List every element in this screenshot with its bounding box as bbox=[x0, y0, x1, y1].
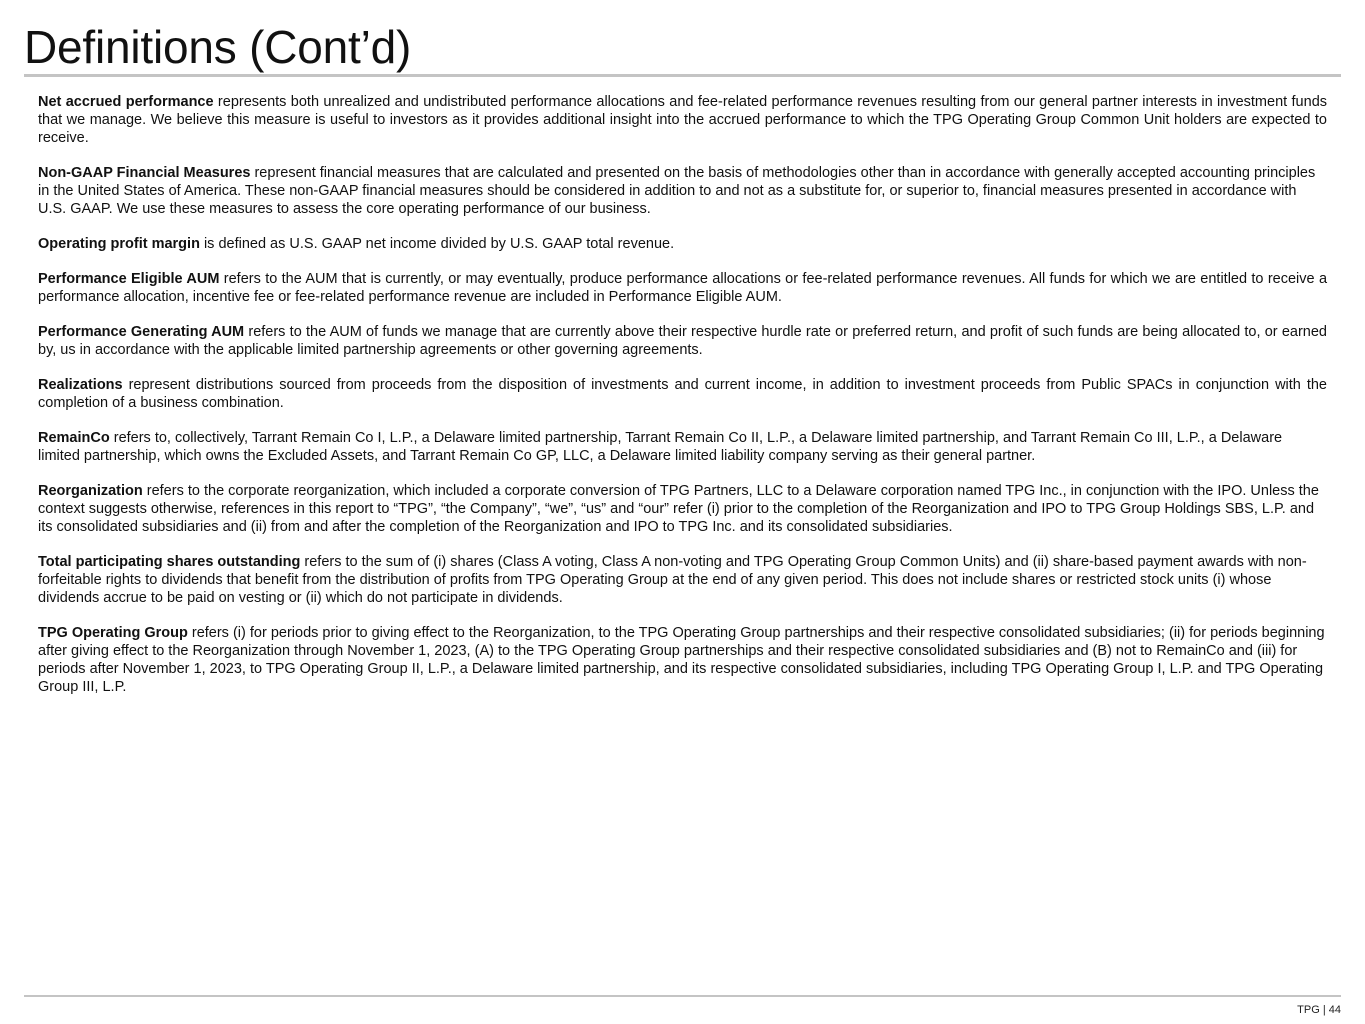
definition-item bbox=[38, 482, 1327, 536]
definition-text: refers to the AUM that is currently, or may eventually, produce performance allocations or fee-related performance revenues. All funds for which we are entitled to receive a performance allocation, incentive fee or fee-related performance revenue are included in Performance Eligible AUM. bbox=[38, 271, 1328, 305]
definition-item bbox=[38, 624, 1327, 696]
definition-term: Operating profit margin bbox=[38, 236, 200, 252]
definition-item bbox=[38, 376, 1327, 412]
definition-term: Total participating shares outstanding bbox=[38, 554, 301, 570]
definition-text: refers to the AUM of funds we manage that are currently above their respective hurdle rate or preferred return, and profit of such funds are being allocated to, or earned by, us in accordance with the applicable limited partnership agreements or other governing agreements. bbox=[38, 324, 1327, 358]
definition-term: Reorganization bbox=[38, 483, 143, 499]
definition-item bbox=[38, 270, 1327, 306]
footer-divider bbox=[24, 995, 1341, 997]
definition-term: Realizations bbox=[38, 377, 123, 393]
definition-text: refers (i) for periods prior to giving effect to the Reorganization, to the TPG Operating Group partnerships and their respective consolidated subsidiaries; (ii) for periods beginning after giving effect to the Reorganization through November 1, 2023, (A) to the TPG Operating Group partnerships and their respective consolidated subsidiaries and (B) not to RemainCo and (iii) for periods after November 1, 2023, to TPG Operating Group II, L.P., a Delaware limited partnership, and its respective consolidated subsidiaries, including TPG Operating Group I, L.P. and TPG Operating Group III, L.P. bbox=[38, 625, 1325, 695]
definition-term: Performance Generating AUM bbox=[38, 324, 245, 340]
definition-item bbox=[38, 553, 1327, 607]
title-divider bbox=[24, 74, 1341, 77]
definitions-list bbox=[38, 93, 1327, 713]
definition-item bbox=[38, 323, 1327, 359]
definition-item bbox=[38, 164, 1327, 218]
definition-text: represents both unrealized and undistributed performance allocations and fee-related performance revenues resulting from our general partner interests in investment funds that we manage. We believe this measure is useful to investors as it provides additional insight into the accrued performance to which the TPG Operating Group Common Unit holders are expected to receive. bbox=[38, 94, 1328, 146]
page-number: TPG | 44 bbox=[1297, 1004, 1341, 1016]
definition-term: Performance Eligible AUM bbox=[38, 271, 220, 287]
definition-text: represent financial measures that are calculated and presented on the basis of methodologies other than in accordance with generally accepted accounting principles in the United States of America. These non-GAAP financial measures should be considered in addition to and not as a substitute for, or superior to, financial measures presented in accordance with U.S. GAAP. We use these measures to assess the core operating performance of our business. bbox=[38, 165, 1316, 217]
definition-text: is defined as U.S. GAAP net income divided by U.S. GAAP total revenue. bbox=[199, 236, 675, 252]
definition-term: Net accrued performance bbox=[38, 94, 214, 110]
definition-text: refers to the corporate reorganization, which included a corporate conversion of TPG Partners, LLC to a Delaware corporation named TPG Inc., in conjunction with the IPO. Unless the context suggests otherwise, references in this report to “TPG”, “the Company”, “we”, “us” and “our” refer (i) prior to the completion of the Reorganization and IPO to TPG Group Holdings SBS, L.P. and its consolidated subsidiaries and (ii) from and after the completion of the Reorganization and IPO to TPG Inc. and its consolidated subsidiaries. bbox=[38, 483, 1319, 535]
definition-term: RemainCo bbox=[38, 430, 110, 446]
definition-text: represent distributions sourced from proceeds from the disposition of investments and current income, in addition to investment proceeds from Public SPACs in conjunction with the completion of a business combination. bbox=[38, 377, 1327, 411]
definition-text: refers to the sum of (i) shares (Class A voting, Class A non-voting and TPG Operating Group Common Units) and (ii) share-based payment awards with non-forfeitable rights to dividends that benefit from the distribution of profits from TPG Operating Group at the end of any given period. This does not include shares or restricted stock units (i) whose dividends accrue to be paid on vesting or (ii) which do not participate in dividends. bbox=[38, 554, 1307, 606]
page-title: Definitions (Cont’d) bbox=[24, 21, 412, 73]
definition-text: refers to, collectively, Tarrant Remain Co I, L.P., a Delaware limited partnership, Tarrant Remain Co II, L.P., a Delaware limited partnership, and Tarrant Remain Co III, L.P., a Delaware limited partnership, which owns the Excluded Assets, and Tarrant Remain Co GP, LLC, a Delaware limited liability company serving as their general partner. bbox=[38, 430, 1283, 464]
definition-term: TPG Operating Group bbox=[38, 625, 188, 641]
definition-item bbox=[38, 93, 1327, 147]
definition-term: Non-GAAP Financial Measures bbox=[38, 165, 251, 181]
definition-item bbox=[38, 235, 1327, 253]
definition-item bbox=[38, 429, 1327, 465]
